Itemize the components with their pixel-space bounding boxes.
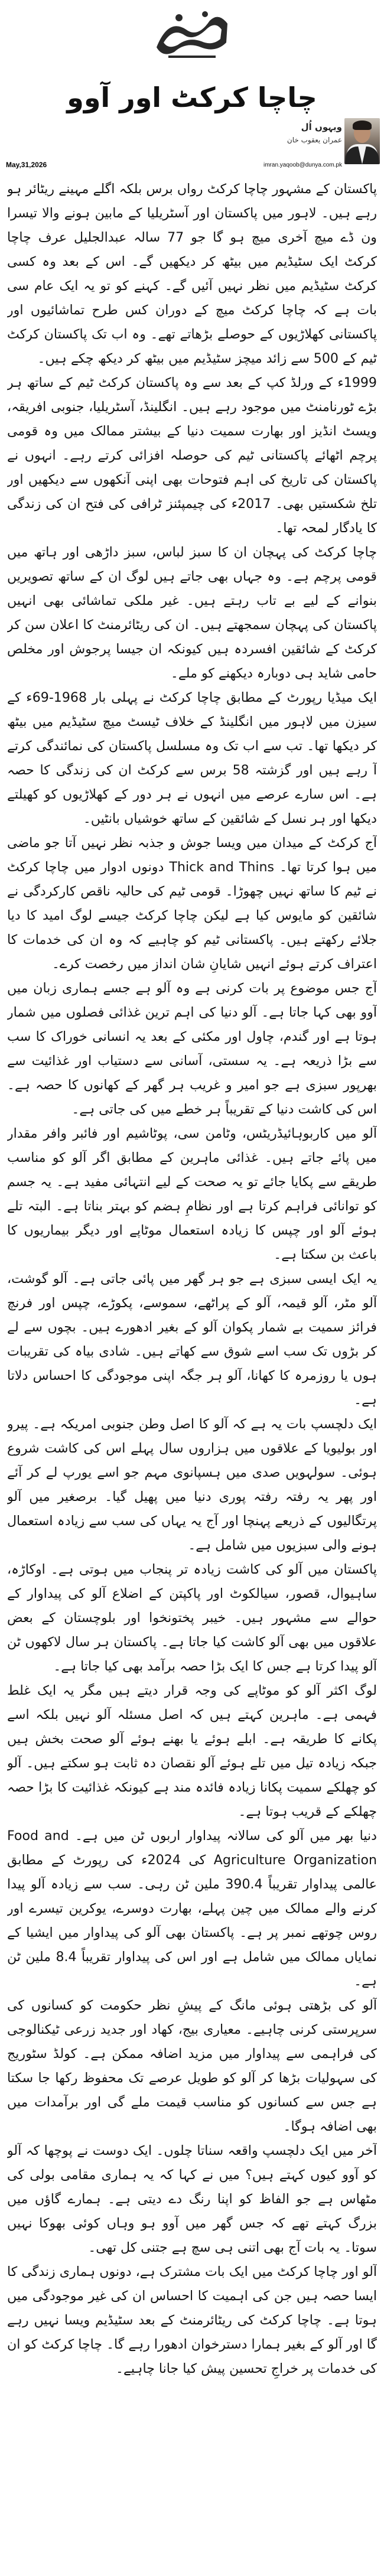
column-header <box>0 0 384 171</box>
article-body <box>7 177 377 2567</box>
article-paragraph: ایک دلچسپ بات یہ ہے کہ آلو کا اصل وطن جنوبی امریکہ ہے۔ پیرو اور بولیویا کے علاقوں میں ہزاروں سال پہلے اس کی کاشت شروع ہوئی۔ سولہویں صدی میں ہسپانوی مہم جو اسے یورپ لے کر آئے اور پھر یہ رفتہ رفتہ پوری دنیا میں پھیل گیا۔ برصغیر میں آلو پرتگالیوں کے ذریعے پہنچا اور آج یہ یہاں کی سب سے زیادہ استعمال ہونے والی سبزیوں میں شامل ہے۔ <box>7 1416 377 1553</box>
article-paragraph: ایک میڈیا رپورٹ کے مطابق چاچا کرکٹ نے پہلی بار 1968-69ء کے سیزن میں لاہور میں انگلینڈ کے خلاف ٹیسٹ میچ سٹیڈیم میں بیٹھ کر دیکھا تھا۔ تب سے اب تک وہ مسلسل پاکستان کی نمائندگی کرتے آ رہے ہیں اور گزشتہ 58 برس سے کرکٹ ان کی زندگی کا حصہ ہے۔ اس سارے عرصے میں انہوں نے ہر دور کے کھلاڑیوں کو کھیلتے دیکھا اور ہر نسل کے شائقین کے ساتھ خوشیاں بانٹیں۔ <box>7 690 377 826</box>
article-paragraph: آلو اور چاچا کرکٹ میں ایک بات مشترک ہے، دونوں ہماری زندگی کا ایسا حصہ ہیں جن کی اہمیت کا احساس ان کی غیر موجودگی میں ہوتا ہے۔ چاچا کرکٹ کی ریٹائرمنٹ کے بعد سٹیڈیم ویسا نہیں رہے گا اور آلو کے بغیر ہمارا دسترخوان ادھورا رہے گا۔ چاچا کرکٹ کو ان کی خدمات پر خراجِ تحسین پیش کیا جانا چاہیے۔ <box>7 2264 377 2376</box>
article-paragraph: آج کرکٹ کے میدان میں ویسا جوش و جذبہ نظر نہیں آتا جو ماضی میں ہوا کرتا تھا۔ Thick and Thins دونوں ادوار میں چاچا کرکٹ نے ٹیم کا ساتھ نہیں چھوڑا۔ قومی ٹیم کی حالیہ ناقص کارکردگی نے شائقین کو مایوس کیا ہے لیکن چاچا کرکٹ جیسے لوگ امید کا دیا جلائے رکھتے ہیں۔ پاکستانی ٹیم کو چاہیے کہ وہ ان کی خدمات کا اعتراف کرتے ہوئے انہیں شایانِ شان انداز میں رخصت کرے۔ <box>7 835 377 972</box>
article-paragraph: لوگ اکثر آلو کو موٹاپے کی وجہ قرار دیتے ہیں مگر یہ ایک غلط فہمی ہے۔ ماہرین کہتے ہیں کہ اصل مسئلہ آلو نہیں بلکہ اسے پکانے کا طریقہ ہے۔ ابلے ہوئے یا بھنے ہوئے آلو صحت بخش ہیں جبکہ زیادہ تیل میں تلے ہوئے آلو نقصان دہ ثابت ہو سکتے ہیں۔ آلو کو چھلکے سمیت پکانا زیادہ فائدہ مند ہے کیونکہ غذائیت کا بڑا حصہ چھلکے کے قریب ہوتا ہے۔ <box>7 1683 377 1819</box>
column-headline: چاچا کرکٹ اور آوو <box>67 82 317 113</box>
article-paragraph: پاکستان میں آلو کی کاشت زیادہ تر پنجاب میں ہوتی ہے۔ اوکاڑہ، ساہیوال، قصور، سیالکوٹ اور پاکپتن کے اضلاع آلو کی پیداوار کے حوالے سے مشہور ہیں۔ خیبر پختونخوا اور بلوچستان کے بعض علاقوں میں بھی آلو کاشت کیا جاتا ہے۔ پاکستان ہر سال لاکھوں ٹن آلو پیدا کرتا ہے جس کا ایک بڑا حصہ برآمد بھی کیا جاتا ہے۔ <box>7 1562 377 1674</box>
newspaper-logo <box>151 6 233 60</box>
author-name: عمران یعقوب خان <box>287 136 342 144</box>
article-paragraph: آلو کی بڑھتی ہوئی مانگ کے پیشِ نظر حکومت کو کسانوں کی سرپرستی کرنی چاہیے۔ معیاری بیج، کھاد اور جدید زرعی ٹیکنالوجی کی فراہمی سے پیداوار میں مزید اضافہ ممکن ہے۔ کولڈ سٹوریج کی سہولیات بڑھا کر آلو کو طویل عرصے تک محفوظ رکھا جا سکتا ہے جس سے کسانوں کو مناسب قیمت ملے گی اور برآمدات میں بھی اضافہ ہوگا۔ <box>7 1998 377 2134</box>
publish-date: May,31,2026 <box>6 161 47 169</box>
article-paragraph: آج جس موضوع پر بات کرنی ہے وہ آلو ہے جسے ہماری زبان میں آوو بھی کہا جاتا ہے۔ آلو دنیا کی اہم ترین غذائی فصلوں میں شمار ہوتا ہے اور گندم، چاول اور مکئی کے بعد یہ انسانی خوراک کا سب سے بڑا ذریعہ ہے۔ یہ سستی، آسانی سے دستیاب اور غذائیت سے بھرپور سبزی ہے جو امیر و غریب ہر گھر کے کھانوں کا حصہ ہے۔ اس کی کاشت دنیا کے تقریباً ہر خطے میں کی جاتی ہے۔ <box>7 981 377 1117</box>
article-paragraph: آلو میں کاربوہائیڈریٹس، وٹامن سی، پوٹاشیم اور فائبر وافر مقدار میں پائے جاتے ہیں۔ غذائی ماہرین کے مطابق اگر آلو کو مناسب طریقے سے پکایا جائے تو یہ صحت کے لیے انتہائی مفید ہے۔ یہ جسم کو توانائی فراہم کرتا ہے اور نظامِ ہضم کو بہتر بناتا ہے۔ البتہ تلے ہوئے آلو اور چپس کا زیادہ استعمال موٹاپے اور دیگر بیماریوں کا باعث بن سکتا ہے۔ <box>7 1126 377 1262</box>
article-paragraph: چاچا کرکٹ کی پہچان ان کا سبز لباس، سبز داڑھی اور ہاتھ میں قومی پرچم ہے۔ وہ جہاں بھی جاتے ہیں لوگ ان کے ساتھ تصویریں بنوانے کے لیے بے تاب رہتے ہیں۔ غیر ملکی تماشائی بھی انہیں پاکستان کی پہچان سمجھتے ہیں۔ ان کی ریٹائرمنٹ کا اعلان سن کر کرکٹ کے شائقین افسردہ ہیں کیونکہ ان جیسا پرجوش اور مخلص حامی شاید ہی دوبارہ دیکھنے کو ملے۔ <box>7 545 377 681</box>
author-box <box>257 118 381 171</box>
article-paragraph: پاکستان کے مشہور چاچا کرکٹ رواں برس بلکہ اگلے مہینے ریٹائر ہو رہے ہیں۔ لاہور میں پاکستان اور آسٹریلیا کے مابین ہونے والا تیسرا ون ڈے میچ آخری میچ ہو گا جو 77 سالہ عبدالجلیل عرف چاچا کرکٹ ایک سٹیڈیم میں بیٹھ کر دیکھیں گے۔ اس کے بعد وہ کسی کرکٹ سٹیڈیم میں نظر نہیں آئیں گے۔ کہنے کو تو یہ ایک عام سی بات ہے کہ چاچا کرکٹ میچ کے دوران کس طرح تماشائیوں اور پاکستانی کھلاڑیوں کے حوصلے بڑھاتے تھے۔ وہ اب تک پاکستان کرکٹ ٹیم کے 500 سے زائد میچز سٹیڈیم میں بیٹھ کر دیکھ چکے ہیں۔ <box>7 181 377 366</box>
article-paragraph: 1999ء کے ورلڈ کپ کے بعد سے وہ پاکستان کرکٹ ٹیم کے ساتھ ہر بڑے ٹورنامنٹ میں موجود رہے ہیں۔ انگلینڈ، آسٹریلیا، جنوبی افریقہ، ویسٹ انڈیز اور بھارت سمیت دنیا کے بیشتر ممالک میں وہ قومی پرچم اٹھائے پاکستانی ٹیم کی حوصلہ افزائی کرتے رہے۔ انہوں نے پاکستان کی تاریخ کی اہم فتوحات بھی اپنی آنکھوں سے دیکھیں اور تلخ شکستیں بھی۔ 2017ء کی چیمپئنز ٹرافی کی فتح ان کی زندگی کا یادگار لمحہ تھا۔ <box>7 375 377 536</box>
article-paragraph: آخر میں ایک دلچسپ واقعہ سناتا چلوں۔ ایک دوست نے پوچھا کہ آلو کو آوو کیوں کہتے ہیں؟ میں نے کہا کہ یہ ہماری مقامی بولی کی مٹھاس ہے جو الفاظ کو اپنا رنگ دے دیتی ہے۔ ہمارے گاؤں میں بزرگ کہتے تھے کہ جس گھر میں آوو ہو وہاں کوئی بھوکا نہیں سوتا۔ یہ بات آج بھی اتنی ہی سچ ہے جتنی کل تھی۔ <box>7 2143 377 2255</box>
article-paragraph: یہ ایک ایسی سبزی ہے جو ہر گھر میں پائی جاتی ہے۔ آلو گوشت، آلو مٹر، آلو قیمہ، آلو کے پراٹھے، سموسے، پکوڑے، چپس اور فرنچ فرائز سمیت بے شمار پکوان آلو کے بغیر ادھورے ہیں۔ بچوں سے لے کر بڑوں تک سب اسے شوق سے کھاتے ہیں۔ شادی بیاہ کی تقریبات ہوں یا روزمرہ کا کھانا، آلو ہر جگہ اپنی موجودگی کا احساس دلاتا ہے۔ <box>7 1271 377 1408</box>
author-email[interactable]: imran.yaqoob@dunya.com.pk <box>263 162 342 168</box>
author-avatar <box>344 118 380 164</box>
article-paragraph: دنیا بھر میں آلو کی سالانہ پیداوار اربوں ٹن میں ہے۔ Food and Agriculture Organization کی 2024ء کی رپورٹ کے مطابق عالمی پیداوار تقریباً 390.4 ملین ٹن رہی۔ سب سے زیادہ آلو پیدا کرنے والے ممالک میں چین پہلے، بھارت دوسرے، یوکرین تیسرے اور روس چوتھے نمبر پر ہے۔ پاکستان بھی آلو کی پیداوار میں ایشیا کے نمایاں ممالک میں شامل ہے اور اس کی پیداوار تقریباً 8.4 ملین ٹن ہے۔ <box>7 1828 377 1989</box>
column-series-name: ویہوں اُل <box>301 122 342 132</box>
